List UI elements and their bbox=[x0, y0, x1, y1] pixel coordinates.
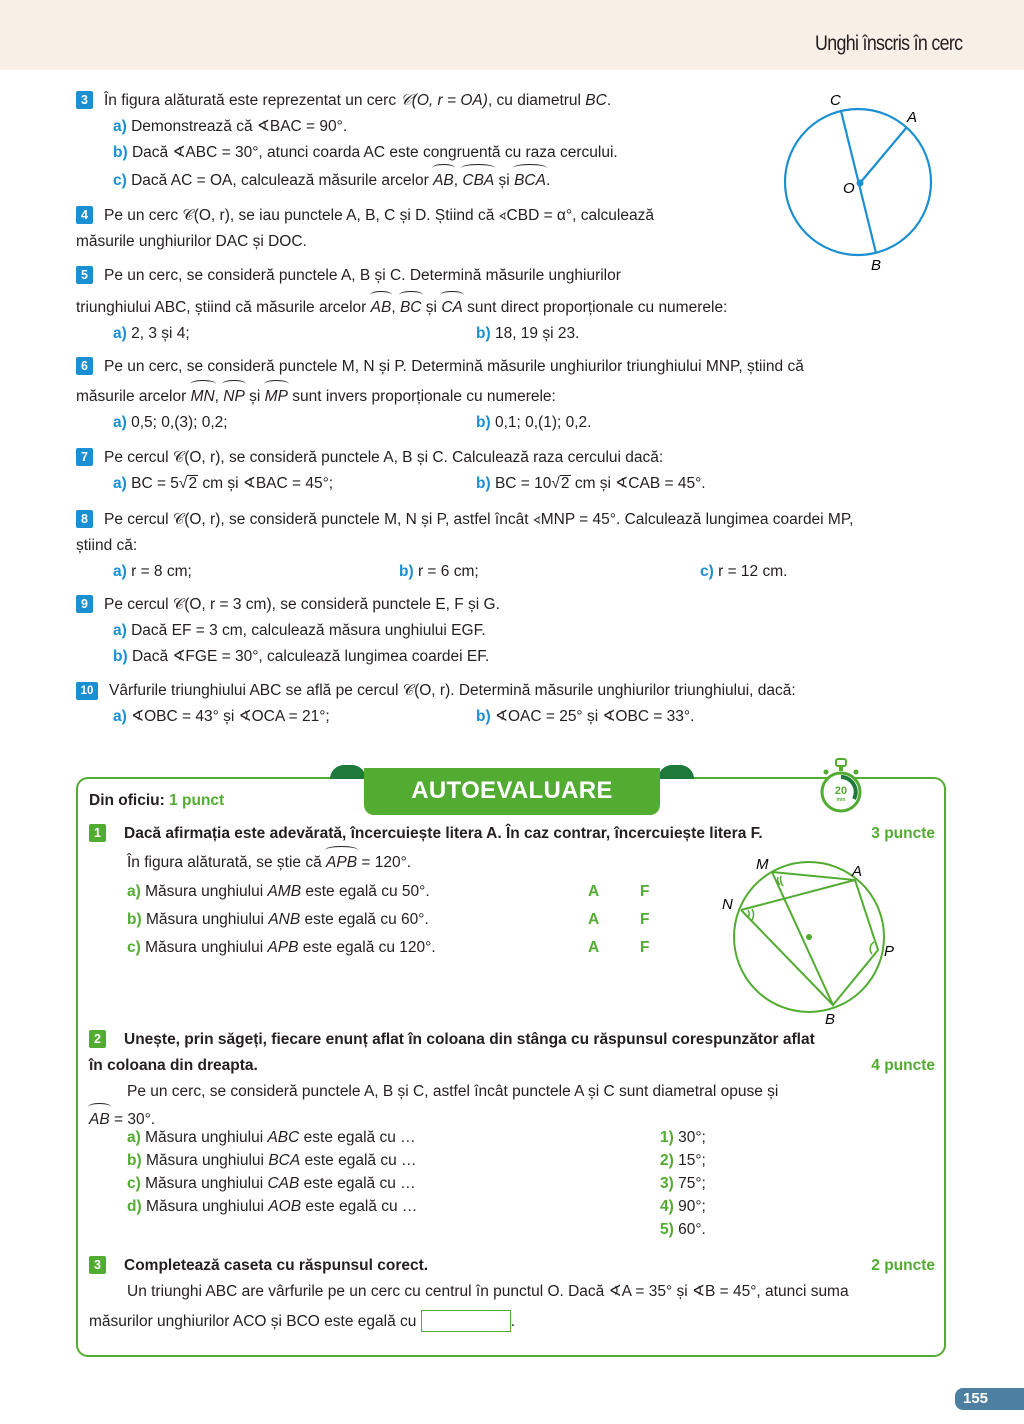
ribbon-ear-left bbox=[330, 765, 366, 779]
matching-left-item[interactable] bbox=[127, 1126, 417, 1149]
exercise-6 bbox=[76, 354, 804, 436]
subitem-text: 18, 19 și 23. bbox=[494, 325, 580, 342]
tf-item bbox=[127, 935, 667, 963]
item-text: este egală cu 50°. bbox=[301, 883, 430, 900]
subitem-label: b) bbox=[399, 563, 414, 580]
exercise-text: sunt invers proporționale cu numerele: bbox=[287, 388, 556, 405]
option-false[interactable]: F bbox=[640, 883, 650, 900]
question-points: 4 puncte bbox=[871, 1057, 935, 1074]
item-label: c) bbox=[127, 939, 141, 956]
subitem-label: a) bbox=[113, 118, 127, 135]
item-text: Măsura unghiului bbox=[145, 1152, 269, 1169]
question-points: 3 puncte bbox=[871, 825, 935, 842]
exercise-number-badge: 4 bbox=[76, 206, 93, 224]
arc-notation: MP bbox=[265, 384, 288, 410]
point-label-c: C bbox=[830, 92, 841, 109]
item-label: b) bbox=[127, 911, 142, 928]
exercise-text: . bbox=[606, 92, 612, 109]
exercise-number-badge: 7 bbox=[76, 448, 93, 466]
exercise-8 bbox=[76, 507, 854, 585]
angle-name: AOB bbox=[268, 1198, 302, 1215]
matching-right-item[interactable] bbox=[660, 1126, 706, 1149]
quadrilateral-mapb bbox=[772, 872, 878, 1005]
option-false[interactable]: F bbox=[640, 911, 650, 928]
subitem-label: b) bbox=[113, 144, 128, 161]
exercise-5 bbox=[76, 263, 727, 347]
question-context: În figura alăturată, se știe că bbox=[127, 854, 327, 871]
arc-notation: MN bbox=[191, 384, 215, 410]
arc-notation: AB bbox=[89, 1107, 110, 1133]
option-true[interactable]: A bbox=[588, 883, 600, 900]
exercise-number-badge: 8 bbox=[76, 510, 93, 528]
circle-symbol: 𝒞 bbox=[400, 92, 412, 109]
item-text: Măsura unghiului bbox=[145, 1198, 269, 1215]
subitem-text: BC = 5√ bbox=[131, 475, 188, 492]
question-instruction: Dacă afirmația este adevărată, încercuiește litera A. În caz contrar, încercuiește litera F. bbox=[124, 825, 763, 842]
subitem-label: b) bbox=[113, 648, 128, 665]
point-label-o: O bbox=[843, 180, 855, 197]
question-instruction: Completează caseta cu răspunsul corect. bbox=[124, 1257, 429, 1274]
question-context: Pe un cerc, se consideră punctele A, B și C, astfel încât punctele A și C sunt diametral opuse și bbox=[127, 1083, 779, 1100]
radius-oa bbox=[860, 127, 907, 183]
angle-name: AMB bbox=[267, 883, 302, 900]
exercise-3 bbox=[76, 88, 618, 194]
subitem-text: Dacă AC = OA, calculează măsurile arcelor bbox=[131, 172, 434, 189]
item-label: 4) bbox=[660, 1198, 674, 1215]
item-text: Măsura unghiului bbox=[145, 1175, 268, 1192]
arc-notation: CBA bbox=[462, 168, 494, 194]
subitem-label: b) bbox=[476, 708, 491, 725]
option-true[interactable]: A bbox=[588, 911, 600, 928]
subitem-label: a) bbox=[113, 622, 127, 639]
matching-left-item[interactable] bbox=[127, 1195, 417, 1218]
angle-name: APB bbox=[267, 939, 299, 956]
point-label-a: A bbox=[852, 863, 863, 880]
question-context: = 30°. bbox=[109, 1111, 156, 1128]
exercise-text: măsurile unghiurilor DAC și DOC. bbox=[76, 233, 307, 250]
angle-name: CAB bbox=[267, 1175, 300, 1192]
subitem-label: b) bbox=[476, 325, 491, 342]
timer-unit: min bbox=[836, 797, 846, 803]
exercise-text: Pe cercul 𝒞(O, r), se consideră punctele A, B și C. Calculează raza cercului dacă: bbox=[104, 449, 664, 466]
matching-right-item[interactable] bbox=[660, 1149, 706, 1172]
exercise-text: În figura alăturată este reprezentat un cerc bbox=[104, 92, 401, 109]
arc-notation: APB bbox=[326, 850, 357, 876]
arc-notation: AB bbox=[433, 168, 454, 194]
question-context: Un triunghi ABC are vârfurile pe un cerc cu centrul în punctul O. Dacă ∢A = 35° și ∢B = 45°, atunci suma bbox=[127, 1283, 849, 1300]
question-2 bbox=[89, 1027, 935, 1133]
subitem-label: c) bbox=[700, 563, 714, 580]
separator: și bbox=[494, 172, 515, 189]
arc-notation: AB bbox=[371, 295, 392, 321]
separator: și bbox=[421, 299, 442, 316]
item-text: 60°. bbox=[678, 1221, 706, 1238]
item-text: 15°; bbox=[678, 1152, 706, 1169]
item-label: 1) bbox=[660, 1129, 674, 1146]
arc-notation: CA bbox=[441, 295, 463, 321]
subitem-label: b) bbox=[476, 414, 491, 431]
question-context: măsurilor unghiurilor ACO și BCO este egală cu bbox=[89, 1313, 417, 1330]
tf-item bbox=[127, 879, 667, 907]
angle-name: ANB bbox=[268, 911, 301, 928]
subitem-label: a) bbox=[113, 475, 127, 492]
separator: , bbox=[391, 299, 400, 316]
angle-name: ABC bbox=[267, 1129, 300, 1146]
subitem-text: Dacă EF = 3 cm, calculează măsura unghiului EGF. bbox=[131, 622, 486, 639]
question-3 bbox=[89, 1253, 935, 1335]
separator: . bbox=[510, 1313, 515, 1330]
item-text: 30°; bbox=[678, 1129, 706, 1146]
page-number: 155 bbox=[955, 1388, 1024, 1410]
question-number-badge: 3 bbox=[89, 1256, 106, 1274]
question-context: = 120°. bbox=[357, 854, 412, 871]
subitem-text: 0,5; 0,(3); 0,2; bbox=[131, 414, 228, 431]
subitem-text: BC = 10√ bbox=[494, 475, 560, 492]
subitem-label: a) bbox=[113, 708, 127, 725]
subitem-label: c) bbox=[113, 172, 127, 189]
item-text: Măsura unghiului bbox=[145, 911, 269, 928]
subitem-label: a) bbox=[113, 563, 127, 580]
subitem-label: a) bbox=[113, 414, 127, 431]
exercise-10 bbox=[76, 678, 796, 730]
sqrt-radicand: 2 bbox=[560, 475, 570, 492]
matching-right-item[interactable] bbox=[660, 1218, 706, 1241]
arc-notation: NP bbox=[223, 384, 245, 410]
din-oficiu-label: Din oficiu: bbox=[89, 792, 165, 809]
sqrt-radicand: 2 bbox=[188, 475, 198, 492]
exercise-text: Pe cercul 𝒞(O, r), se consideră punctele M, N și P, astfel încât ∢MNP = 45°. Calculează lungimea coardei MP, bbox=[104, 511, 854, 528]
subitem-text: Demonstrează că ∢BAC = 90°. bbox=[131, 118, 348, 135]
arc-notation: BC bbox=[400, 295, 422, 321]
item-text: Măsura unghiului bbox=[145, 939, 268, 956]
center-point bbox=[806, 934, 812, 940]
exercise-number-badge: 10 bbox=[76, 682, 98, 700]
item-text: este egală cu … bbox=[301, 1198, 418, 1215]
item-text: este egală cu … bbox=[300, 1152, 417, 1169]
item-text: Măsura unghiului bbox=[145, 1129, 268, 1146]
matching-left-item[interactable] bbox=[127, 1149, 417, 1172]
exercise-text: sunt direct proporționale cu numerele: bbox=[462, 299, 728, 316]
exercise-number-badge: 6 bbox=[76, 357, 93, 375]
matching-left-column bbox=[127, 1126, 417, 1218]
point-label-m: M bbox=[756, 856, 769, 873]
subitem-text: r = 8 cm; bbox=[131, 563, 192, 580]
exercise-number-badge: 5 bbox=[76, 266, 93, 284]
item-label: a) bbox=[127, 883, 141, 900]
separator: și bbox=[244, 388, 265, 405]
exercise-text: (O, r = OA) bbox=[411, 92, 488, 109]
point-label-n: N bbox=[722, 896, 733, 913]
matching-left-item[interactable] bbox=[127, 1172, 417, 1195]
stopwatch-icon bbox=[818, 758, 864, 814]
item-text: este egală cu … bbox=[299, 1129, 416, 1146]
angle-name: BCA bbox=[268, 1152, 301, 1169]
timer-value: 20 bbox=[834, 785, 848, 797]
exercise-number-badge: 9 bbox=[76, 595, 93, 613]
din-oficiu-points: 1 punct bbox=[169, 792, 225, 809]
item-label: a) bbox=[127, 1129, 141, 1146]
subitem-text: ∢OAC = 25° și ∢OBC = 33°. bbox=[494, 708, 695, 725]
point-label-p: P bbox=[884, 943, 895, 960]
subitem-text: r = 12 cm. bbox=[718, 563, 788, 580]
subitem-text: cm și ∢BAC = 45°; bbox=[198, 475, 334, 492]
subitem-text: 0,1; 0,(1); 0,2. bbox=[494, 414, 592, 431]
point-label-a: A bbox=[907, 109, 918, 126]
din-oficiu bbox=[89, 788, 224, 814]
matching-right-item[interactable] bbox=[660, 1172, 706, 1195]
subitem-text: r = 6 cm; bbox=[417, 563, 479, 580]
exercise-text: Pe un cerc, se consideră punctele M, N și P. Determină măsurile unghiurilor triunghiului MNP, știind că bbox=[104, 358, 804, 375]
subitem-text: 2, 3 și 4; bbox=[131, 325, 190, 342]
item-text: 90°; bbox=[678, 1198, 706, 1215]
item-text: este egală cu … bbox=[299, 1175, 416, 1192]
option-true[interactable]: A bbox=[588, 939, 600, 956]
item-text: 75°; bbox=[678, 1175, 706, 1192]
item-label: d) bbox=[127, 1198, 142, 1215]
exercise-text: , cu diametrul bbox=[487, 92, 586, 109]
inscribed-angles-figure bbox=[712, 852, 912, 1030]
item-text: este egală cu 60°. bbox=[300, 911, 429, 928]
item-label: 5) bbox=[660, 1221, 674, 1238]
separator: , bbox=[214, 388, 224, 405]
matching-right-column bbox=[660, 1126, 706, 1241]
self-assessment-title: AUTOEVALUARE bbox=[364, 768, 660, 815]
exercise-text: triunghiului ABC, știind că măsurile arcelor bbox=[76, 299, 371, 316]
exercise-4 bbox=[76, 203, 654, 255]
exercise-text: Pe un cerc, se consideră punctele A, B și C. Determină măsurile unghiurilor bbox=[104, 267, 621, 284]
item-label: 2) bbox=[660, 1152, 674, 1169]
item-label: b) bbox=[127, 1152, 142, 1169]
item-label: 3) bbox=[660, 1175, 674, 1192]
exercise-text: știind că: bbox=[76, 537, 138, 554]
subitem-text: ∢OBC = 43° și ∢OCA = 21°; bbox=[131, 708, 330, 725]
option-false[interactable]: F bbox=[640, 939, 650, 956]
point-label-b: B bbox=[825, 1011, 836, 1028]
center-point bbox=[857, 180, 864, 187]
separator: . bbox=[545, 172, 551, 189]
question-1-items bbox=[127, 879, 667, 963]
exercise-7 bbox=[76, 445, 706, 497]
subitem-text: Dacă ∢ABC = 30°, atunci coarda AC este congruentă cu raza cercului. bbox=[131, 144, 618, 161]
subitem-text: cm și ∢CAB = 45°. bbox=[570, 475, 706, 492]
exercise-text: Pe cercul 𝒞(O, r = 3 cm), se consideră punctele E, F și G. bbox=[104, 596, 500, 613]
chapter-title: Unghi înscris în cerc bbox=[814, 32, 962, 55]
exercise-text: Pe un cerc 𝒞(O, r), se iau punctele A, B, C și D. Știind că ∢CBD = α°, calculează bbox=[104, 207, 654, 224]
point-label-b: B bbox=[871, 257, 882, 274]
segment-na bbox=[741, 880, 855, 910]
exercise-text: BC bbox=[585, 92, 607, 109]
tf-item bbox=[127, 907, 667, 935]
question-number-badge: 2 bbox=[89, 1030, 106, 1048]
exercise-text: Vârfurile triunghiului ABC se află pe cercul 𝒞(O, r). Determină măsurile unghiurilor triunghiului, dacă: bbox=[109, 682, 796, 699]
item-text: Măsura unghiului bbox=[145, 883, 268, 900]
item-label: c) bbox=[127, 1175, 141, 1192]
arc-notation: BCA bbox=[514, 168, 546, 194]
question-instruction: Unește, prin săgeți, fiecare enunț aflat în coloana din stânga cu răspunsul corespunzător aflat bbox=[124, 1031, 815, 1048]
matching-right-item[interactable] bbox=[660, 1195, 706, 1218]
exercise-text: măsurile arcelor bbox=[76, 388, 191, 405]
circle-diagram-figure bbox=[770, 88, 970, 278]
exercise-number-badge: 3 bbox=[76, 91, 93, 109]
subitem-label: b) bbox=[476, 475, 491, 492]
question-instruction: în coloana din dreapta. bbox=[89, 1057, 258, 1074]
answer-input-box[interactable] bbox=[421, 1310, 511, 1332]
subitem-label: a) bbox=[113, 325, 127, 342]
ribbon-ear-right bbox=[658, 765, 694, 779]
item-text: este egală cu 120°. bbox=[298, 939, 436, 956]
segment-nb bbox=[741, 910, 833, 1005]
question-number-badge: 1 bbox=[89, 824, 106, 842]
subitem-text: Dacă ∢FGE = 30°, calculează lungimea coardei EF. bbox=[131, 648, 490, 665]
exercise-9 bbox=[76, 592, 500, 670]
separator: , bbox=[453, 172, 463, 189]
question-points: 2 puncte bbox=[871, 1257, 935, 1274]
